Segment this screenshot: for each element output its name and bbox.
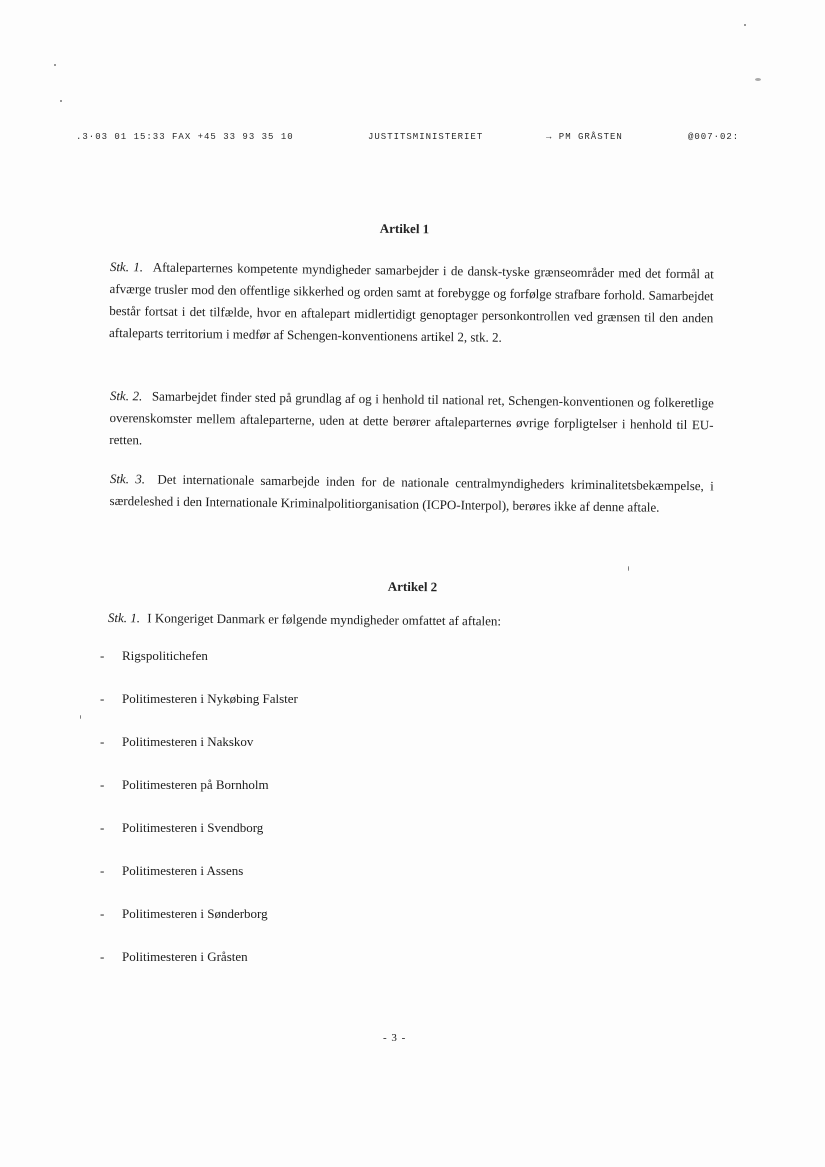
article-1-heading: Artikel 1 [379,220,430,237]
fax-destination: → PM GRÅSTEN [546,132,623,142]
authority-list [100,648,298,992]
list-item: - Politimesteren i Assens [100,863,244,878]
fax-page-code: @007·02: [688,132,740,142]
paragraph-text: Aftaleparternes kompetente myndigheder samarbejder i de dansk-tyske grænseområder med det formål at afværge trusler mod den offentlige sikkerhed og orden samt at forebygge og forfølge strafbare forhold. Samarbejdet består fortsat i det tilfælde, hvor en aftalepart midlertidigt genoptager personkontrollen ved grænsen til den anden aftaleparts territorium i medfør af Schengen-konventionens artikel 2, stk. 2. [108,259,714,345]
fax-sender: JUSTITSMINISTERIET [368,132,484,142]
paragraph-label: Stk. 1. [109,258,144,275]
list-item: - Politimesteren i Svendborg [100,820,264,835]
article-1-paragraph-3 [109,468,713,519]
paragraph-label: Stk. 1. [107,610,141,626]
list-item-text: Politimesteren i Nakskov [122,734,254,749]
list-item-text: Politimesteren i Gråsten [122,949,248,964]
list-item: - Politimesteren i Gråsten [100,949,248,964]
scan-speck [628,566,629,571]
paragraph-text: Samarbejdet finder sted på grundlag af og i henhold til national ret, Schengen-konventionen og folkeretlige overenskomster mellem aftaleparterne, uden at dette berører aftaleparternes øvrige forpligtelser i henhold til EU-retten. [109,388,714,448]
list-item-text: Politimesteren i Svendborg [122,820,264,835]
list-item-text: Politimesteren i Assens [122,863,244,878]
paragraph-text: I Kongeriget Danmark er følgende myndigheder omfattet af aftalen: [147,610,502,629]
list-item: - Politimesteren på Bornholm [100,777,269,792]
article-1-paragraph-1 [109,256,714,351]
list-item-text: Politimesteren i Sønderborg [122,906,268,921]
list-item: - Politimesteren i Sønderborg [100,906,268,921]
list-item: - Politimesteren i Nykøbing Falster [100,691,298,706]
article-1-paragraph-2 [109,385,714,458]
list-item-text: Politimesteren på Bornholm [122,777,269,792]
list-item: - Rigspolitichefen [100,648,208,663]
list-item: - Politimesteren i Nakskov [100,734,254,749]
list-item-text: Politimesteren i Nykøbing Falster [122,691,298,706]
scan-speck [54,64,56,66]
scan-speck [60,100,62,102]
article-2-heading: Artikel 2 [387,578,438,595]
paragraph-label: Stk. 2. [109,387,143,404]
list-item-text: Rigspolitichefen [122,648,208,663]
scan-speck [744,24,746,26]
page-number: - 3 - [383,1032,407,1044]
paragraph-label: Stk. 3. [109,470,146,487]
paragraph-text: Det internationale samarbejde inden for de nationale centralmyndigheders kriminalitetsbekæmpelse, i særdeleshed i den Internationale Kriminalpolitiorganisation (ICPO-Interpol), berøres ikke af denne aftale. [109,471,714,515]
scan-speck [80,715,81,719]
article-2-intro [108,610,708,631]
fax-transmission-info: .3·03 01 15:33 FAX +45 33 93 35 10 [76,132,294,142]
scan-speck [755,78,761,81]
